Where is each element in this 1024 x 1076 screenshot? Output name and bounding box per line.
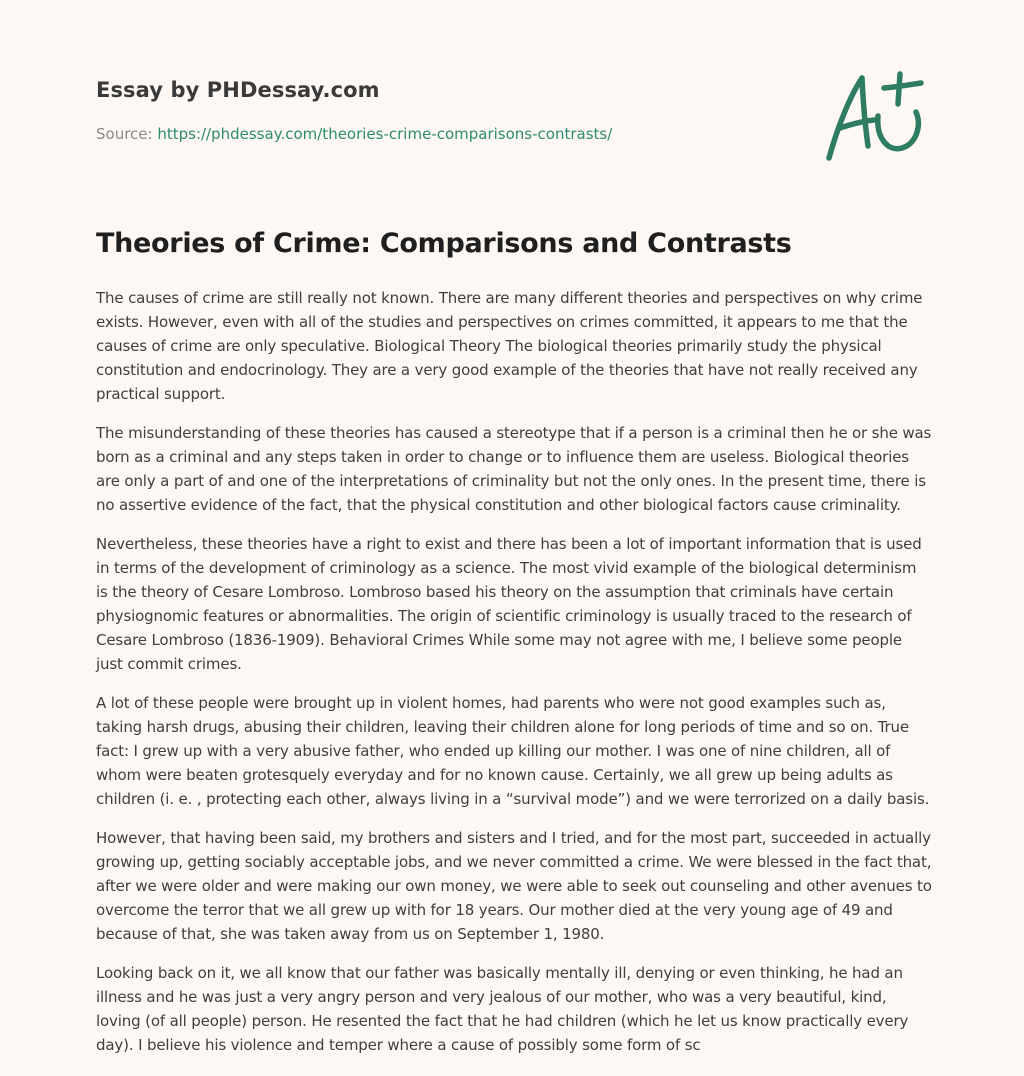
essay-paragraph: However, that having been said, my brothers and sisters and I tried, and for the most part, succeeded in actually growing up, getting sociably acceptable jobs, and we never committed a crime. We were blessed in the fact that, after we were older and were making our own money, we were able to seek out counseling and other avenues to overcome the terror that we all grew up with for 18 years. Our mother died at the very young age of 49 and because of that, she was taken away from us on September 1, 1980. [96, 829, 932, 943]
source-line [96, 124, 776, 144]
essay-paragraph: A lot of these people were brought up in violent homes, had parents who were not good examples such as, taking harsh drugs, abusing their children, leaving their children alone for long periods of time and so on. True fact: I grew up with a very abusive father, who ended up killing our mother. I was one of nine children, all of whom were beaten grotesquely everyday and for no known cause. Certainly, we all grew up being adults as children (i. e. , protecting each other, always living in a “survival mode”) and we were terrorized on a daily basis. [96, 694, 930, 808]
essay-paragraph: The causes of crime are still really not known. There are many different theories and perspectives on why crime exists. However, even with all of the studies and perspectives on crimes committed, it appears to me that the causes of crime are only speculative. Biological Theory The biological theories primarily study the physical constitution and endocrinology. They are a very good example of the theories that have not really received any practical support. [96, 289, 923, 403]
essay-title: Theories of Crime: Comparisons and Contrasts [96, 228, 792, 259]
site-brand: Essay by PHDessay.com [96, 78, 380, 102]
essay-body [96, 286, 932, 1072]
essay-paragraph: Looking back on it, we all know that our father was basically mentally ill, denying or even thinking, he had an illness and he was just a very angry person and very jealous of our mother, who was a very beautiful, kind, loving (of all people) person. He resented the fact that he had children (which he let us know practically every day). I believe his violence and temper where a cause of possibly some form of sc [96, 964, 909, 1054]
a-plus-grade-icon [818, 66, 928, 166]
essay-paragraph: Nevertheless, these theories have a right to exist and there has been a lot of important information that is used in terms of the development of criminology as a science. The most vivid example of the biological determinism is the theory of Cesare Lombroso. Lombroso based his theory on the assumption that criminals have certain physiognomic features or abnormalities. The origin of scientific criminology is usually traced to the research of Cesare Lombroso (1836-1909). Behavioral Crimes While some may not agree with me, I believe some people just commit crimes. [96, 535, 922, 673]
essay-paragraph: The misunderstanding of these theories has caused a stereotype that if a person is a criminal then he or she was born as a criminal and any steps taken in order to change or to influence them are useless. Biological theories are only a part of and one of the interpretations of criminality but not the only ones. In the present time, there is no assertive evidence of the fact, that the physical constitution and other biological factors cause criminality. [96, 424, 932, 514]
essay-header [96, 76, 776, 144]
source-label: Source: [96, 125, 158, 143]
source-link[interactable]: https://phdessay.com/theories-crime-comparisons-contrasts/ [157, 125, 613, 143]
